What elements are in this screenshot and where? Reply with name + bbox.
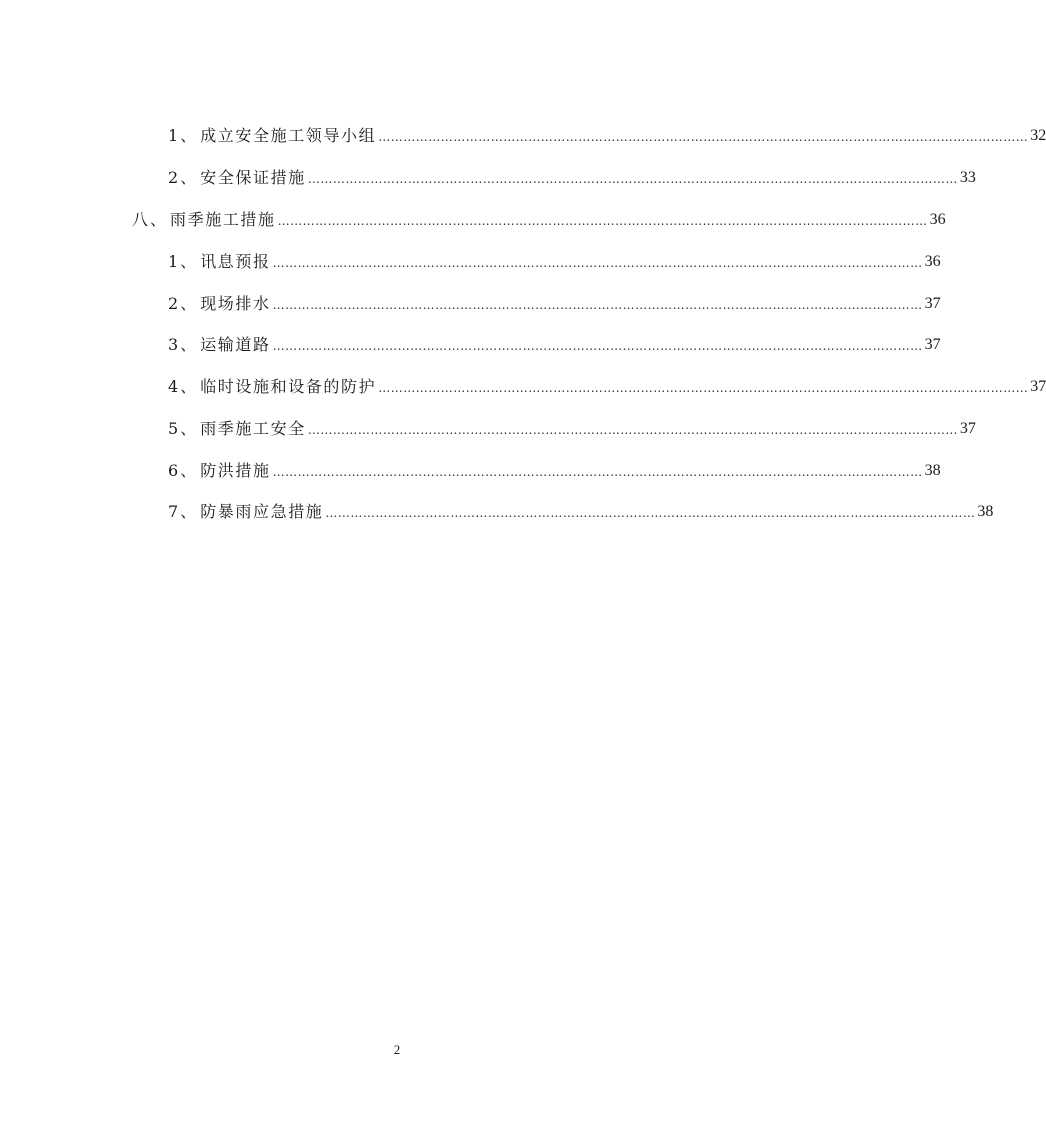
entry-page-number: 37	[924, 295, 941, 312]
entry-separator: 、	[180, 126, 197, 145]
entry-number: 5	[168, 419, 179, 438]
entry-separator: 、	[180, 335, 197, 354]
entry-title: 防暴雨应急措施	[200, 502, 324, 521]
entry-title: 成立安全施工领导小组	[200, 126, 377, 145]
entry-page-number: 37	[924, 336, 941, 353]
dot-leader: …………………………………………………………………………………………………………………………………………	[272, 465, 923, 479]
dot-leader: …………………………………………………………………………………………………………………………………………	[277, 214, 928, 228]
entry-number: 1	[168, 126, 179, 145]
dot-leader: …………………………………………………………………………………………………………………………………………	[378, 130, 1029, 144]
dot-leader: …………………………………………………………………………………………………………………………………………	[307, 423, 958, 437]
entry-title: 讯息预报	[200, 252, 271, 271]
dot-leader: …………………………………………………………………………………………………………………………………………	[307, 172, 958, 186]
entry-page-number: 38	[977, 503, 994, 520]
page-number: 2	[393, 1042, 401, 1057]
dot-leader: …………………………………………………………………………………………………………………………………………	[325, 506, 976, 520]
entry-title: 现场排水	[200, 294, 271, 313]
toc-entry[interactable]	[168, 331, 941, 355]
entry-title: 安全保证措施	[200, 168, 306, 187]
entry-number: 八	[132, 210, 149, 229]
entry-separator: 、	[180, 168, 197, 187]
entry-title: 雨季施工安全	[200, 419, 306, 438]
toc-entry[interactable]	[168, 248, 941, 272]
entry-page-number: 37	[959, 420, 976, 437]
entry-page-number: 36	[924, 253, 941, 270]
toc-entry[interactable]	[168, 164, 976, 188]
toc-entry[interactable]	[168, 373, 1046, 397]
entry-title: 临时设施和设备的防护	[200, 377, 377, 396]
dot-leader: …………………………………………………………………………………………………………………………………………	[272, 298, 923, 312]
entry-title: 运输道路	[200, 335, 271, 354]
entry-separator: 、	[180, 419, 197, 438]
entry-number: 7	[168, 502, 179, 521]
dot-leader: …………………………………………………………………………………………………………………………………………	[272, 339, 923, 353]
entry-number: 2	[168, 294, 179, 313]
entry-separator: 、	[180, 377, 197, 396]
entry-number: 2	[168, 168, 179, 187]
toc-entry[interactable]	[132, 206, 946, 230]
entry-separator: 、	[180, 461, 197, 480]
entry-separator: 、	[180, 502, 197, 521]
entry-separator: 、	[150, 210, 167, 229]
toc-entry[interactable]	[168, 122, 1046, 146]
entry-number: 6	[168, 461, 179, 480]
dot-leader: …………………………………………………………………………………………………………………………………………	[378, 381, 1029, 395]
entry-separator: 、	[180, 294, 197, 313]
entry-title: 雨季施工措施	[170, 210, 276, 229]
toc-entry[interactable]	[168, 290, 941, 314]
toc-entry[interactable]	[168, 498, 994, 522]
entry-page-number: 38	[924, 462, 941, 479]
entry-separator: 、	[180, 252, 197, 271]
toc-entry[interactable]	[168, 415, 976, 439]
entry-page-number: 37	[1030, 378, 1046, 395]
entry-page-number: 32	[1030, 127, 1046, 144]
dot-leader: …………………………………………………………………………………………………………………………………………	[272, 256, 923, 270]
entry-number: 4	[168, 377, 179, 396]
entry-page-number: 36	[929, 211, 946, 228]
entry-page-number: 33	[959, 169, 976, 186]
entry-number: 1	[168, 252, 179, 271]
toc-entry[interactable]	[168, 457, 941, 481]
entry-title: 防洪措施	[200, 461, 271, 480]
entry-number: 3	[168, 335, 179, 354]
